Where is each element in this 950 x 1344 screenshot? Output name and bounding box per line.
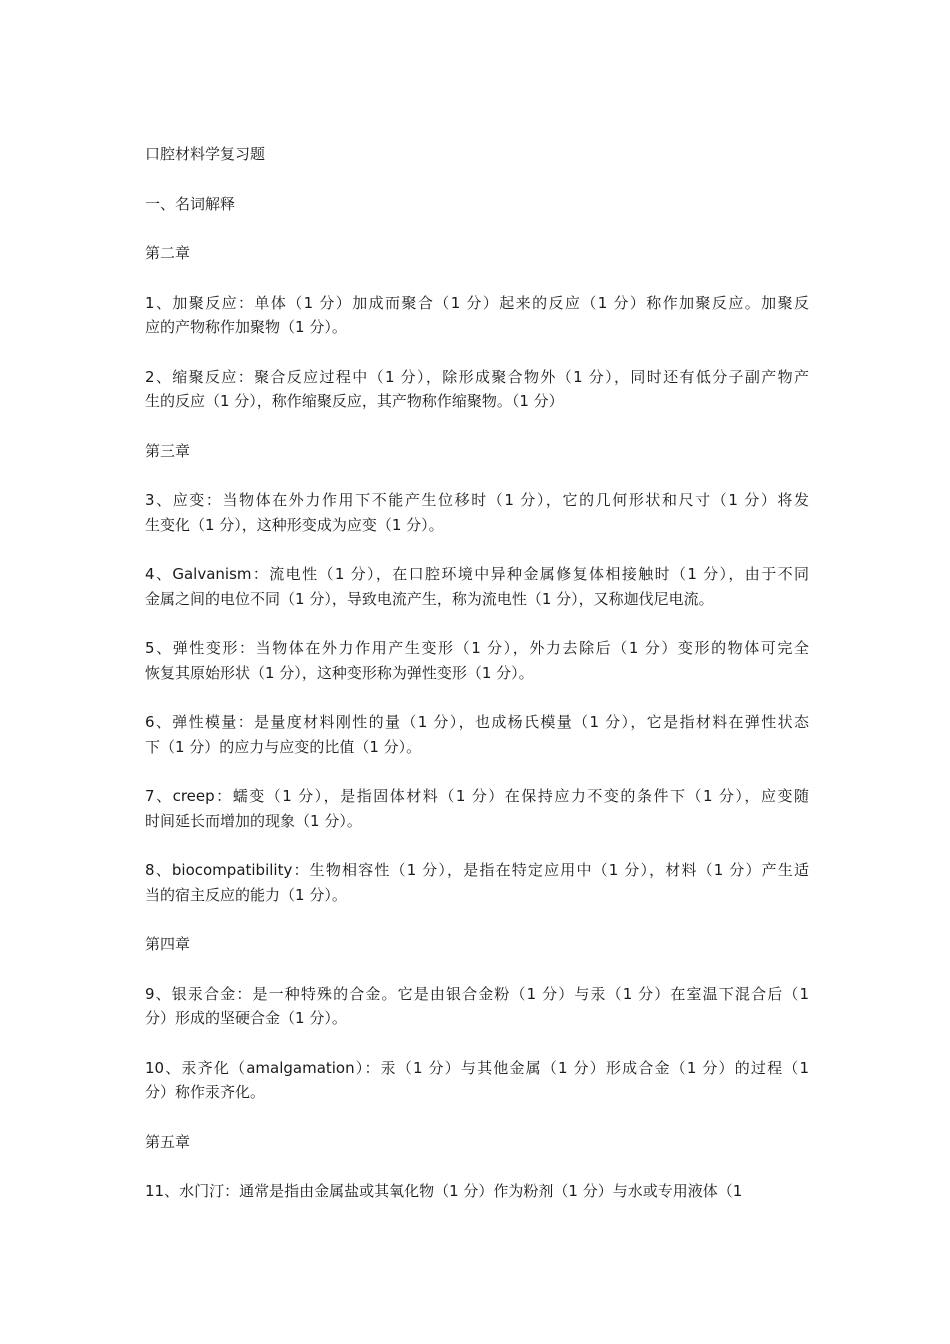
- document-page: [145, 142, 809, 1229]
- paragraph-line: 11、水门汀：通常是指由金属盐或其氧化物（1 分）作为粉剂（1 分）与水或专用液体（1: [145, 1182, 743, 1200]
- doc-title: 口腔材料学复习题: [145, 145, 266, 163]
- paragraph-line: 5、弹性变形：当物体在外力作用产生变形（1 分），外力去除后（1 分）变形的物体可完全: [145, 639, 809, 657]
- paragraph-line: 1、加聚反应：单体（1 分）加成而聚合（1 分）起来的反应（1 分）称作加聚反应。加聚反: [145, 293, 809, 312]
- paragraph-line: 6、弹性模量：是量度材料刚性的量（1 分），也成杨氏模量（1 分），它是指材料在弹性状态: [145, 713, 809, 731]
- chapter-heading: 第五章: [145, 1132, 191, 1151]
- paragraph-line: 9、银汞合金：是一种特殊的合金。它是由银合金粉（1 分）与汞（1 分）在室温下混合后（1: [145, 984, 809, 1003]
- paragraph-line: 金属之间的电位不同（1 分），导致电流产生，称为流电性（1 分），又称迦伐尼电流。: [145, 589, 714, 608]
- definition-paragraph: [145, 291, 809, 340]
- paragraph-line: 4、Galvanism：流电性（1 分），在口腔环境中异种金属修复体相接触时（1 分），由于不同: [145, 565, 809, 583]
- definition-paragraph: [145, 710, 809, 759]
- definition-paragraph: [145, 784, 809, 833]
- paragraph-line: 2、缩聚反应：聚合反应过程中（1 分），除形成聚合物外（1 分），同时还有低分子副产物产: [145, 367, 809, 386]
- definition-paragraph: [145, 1056, 809, 1105]
- paragraph-line: 分）形成的坚硬合金（1 分）。: [145, 1009, 347, 1027]
- definition-paragraph: [145, 982, 809, 1031]
- paragraph-line: 当的宿主反应的能力（1 分）。: [145, 885, 347, 904]
- chapter-heading: 第三章: [145, 441, 191, 460]
- paragraph-line: 分）称作汞齐化。: [145, 1083, 266, 1101]
- section-heading: 一、名词解释: [145, 194, 236, 213]
- paragraph-line: 下（1 分）的应力与应变的比值（1 分）。: [145, 737, 422, 756]
- paragraph-line: 10、汞齐化（amalgamation）：汞（1 分）与其他金属（1 分）形成合金（1 分）的过程（1: [145, 1058, 809, 1077]
- paragraph-line: 应的产物称作加聚物（1 分）。: [145, 318, 347, 336]
- paragraph-line: 生的反应（1 分），称作缩聚反应，其产物称作缩聚物。（1 分）: [145, 392, 564, 410]
- definition-paragraph: [145, 1179, 809, 1204]
- content-blocks: [145, 241, 809, 1204]
- definition-paragraph: [145, 636, 809, 685]
- definition-paragraph: [145, 858, 809, 907]
- chapter-heading: 第二章: [145, 244, 191, 262]
- definition-paragraph: [145, 562, 809, 611]
- paragraph-line: 时间延长而增加的现象（1 分）。: [145, 811, 362, 830]
- paragraph-line: 恢复其原始形状（1 分），这种变形称为弹性变形（1 分）。: [145, 663, 534, 682]
- definition-paragraph: [145, 365, 809, 414]
- definition-paragraph: [145, 488, 809, 537]
- paragraph-line: 3、应变：当物体在外力作用下不能产生位移时（1 分），它的几何形状和尺寸（1 分）将发: [145, 491, 809, 509]
- chapter-heading: 第四章: [145, 935, 191, 953]
- paragraph-line: 8、biocompatibility：生物相容性（1 分），是指在特定应用中（1 分），材料（1 分）产生适: [145, 861, 809, 879]
- paragraph-line: 7、creep：蠕变（1 分），是指固体材料（1 分）在保持应力不变的条件下（1 分），应变随: [145, 787, 809, 805]
- paragraph-line: 生变化（1 分），这种形变成为应变（1 分）。: [145, 515, 444, 534]
